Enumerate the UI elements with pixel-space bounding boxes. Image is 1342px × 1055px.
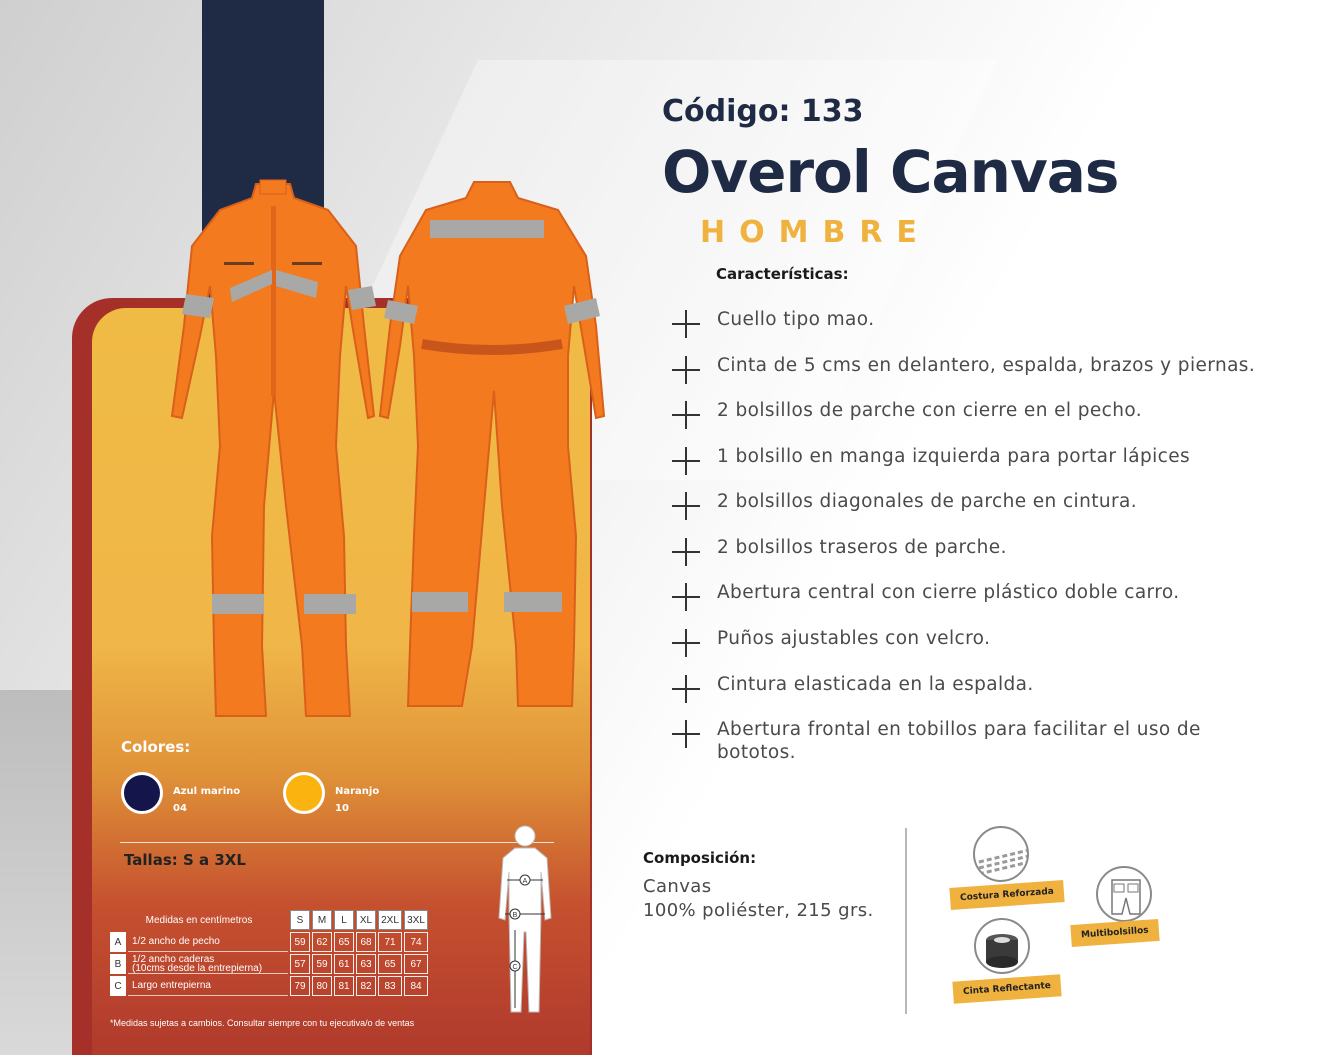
plus-icon — [672, 629, 700, 657]
table-cell: 79 — [290, 976, 310, 996]
list-item — [672, 354, 1255, 377]
figure-label-c: C — [512, 964, 518, 971]
list-item — [672, 490, 1137, 513]
table-caption: Medidas en centímetros — [145, 914, 253, 926]
features-title: Características: — [716, 265, 849, 283]
table-cell: 59 — [290, 932, 310, 952]
composition-divider — [905, 828, 907, 1014]
size-header: L — [334, 910, 354, 930]
list-item — [672, 445, 1190, 468]
table-row — [110, 932, 428, 952]
plus-icon — [672, 583, 700, 611]
list-item — [672, 673, 1034, 696]
product-code: Código: 133 — [662, 94, 864, 129]
feature-text: 2 bolsillos traseros de parche. — [717, 537, 1007, 558]
plus-icon — [672, 310, 700, 338]
feature-text: Cuello tipo mao. — [717, 309, 875, 330]
table-cell: 80 — [312, 976, 332, 996]
sizes-note: *Medidas sujetas a cambios. Consultar siempre con tu ejecutivа/o de ventas — [110, 1018, 415, 1028]
plus-icon — [672, 492, 700, 520]
feature-text: Abertura central con cierre plástico doble carro. — [717, 582, 1180, 603]
feature-text: 1 bolsillo en manga izquierda para portar lápices — [717, 446, 1191, 467]
table-row — [110, 954, 428, 974]
table-cell: 63 — [356, 954, 376, 974]
list-item — [672, 581, 1180, 604]
color-label-orange — [335, 783, 379, 817]
table-cell: 57 — [290, 954, 310, 974]
table-cell: 84 — [404, 976, 428, 996]
table-cell: 67 — [404, 954, 428, 974]
plus-icon — [672, 401, 700, 429]
feature-text: 2 bolsillos de parche con cierre en el pecho. — [717, 400, 1143, 421]
row-label: Largo entrepierna — [128, 976, 288, 996]
color-code: 04 — [173, 803, 187, 814]
feature-text: Cintura elasticada en la espalda. — [717, 674, 1034, 695]
table-cell: 83 — [378, 976, 402, 996]
plus-icon — [672, 538, 700, 566]
sizes-title: Tallas: S a 3XL — [124, 851, 246, 869]
list-item — [672, 536, 1007, 559]
pockets-icon — [1096, 866, 1152, 922]
table-cell: 81 — [334, 976, 354, 996]
badge-seam-label: Costura Reforzada — [949, 880, 1064, 910]
table-cell: 71 — [378, 932, 402, 952]
composition-detail: 100% poliéster, 215 grs. — [643, 900, 874, 921]
feature-text: Abertura frontal en tobillos para facilitar el uso de bototos. — [717, 719, 1201, 763]
plus-icon — [672, 447, 700, 475]
table-cell: 68 — [356, 932, 376, 952]
color-swatch-orange — [283, 772, 325, 814]
row-label — [128, 954, 288, 974]
size-header: 2XL — [378, 910, 402, 930]
row-key: A — [110, 932, 126, 952]
size-header: M — [312, 910, 332, 930]
figure-label-b: B — [512, 912, 518, 919]
badge-tape-label: Cinta Reflectante — [952, 974, 1061, 1003]
reflective-tape-icon — [974, 918, 1030, 974]
composition-material: Canvas — [643, 876, 712, 897]
product-title: Overol Canvas — [662, 138, 1119, 206]
feature-text: Puños ajustables con velcro. — [717, 628, 991, 649]
table-cell: 61 — [334, 954, 354, 974]
size-table — [108, 908, 430, 998]
color-code: 10 — [335, 803, 349, 814]
seam-icon — [973, 826, 1029, 882]
color-label-navy — [173, 783, 240, 817]
feature-text: 2 bolsillos diagonales de parche en cintura. — [717, 491, 1138, 512]
size-header: XL — [356, 910, 376, 930]
colors-title: Colores: — [121, 738, 191, 756]
color-name: Naranjo — [335, 786, 380, 797]
plus-icon — [672, 675, 700, 703]
body-measure-figure — [485, 822, 565, 1018]
table-cell: 82 — [356, 976, 376, 996]
list-item — [672, 718, 1252, 764]
table-cell: 59 — [312, 954, 332, 974]
list-item — [672, 627, 990, 650]
feature-text: Cinta de 5 cms en delantero, espalda, brazos y piernas. — [717, 355, 1256, 376]
badge-pockets-label: Multibolsillos — [1070, 919, 1159, 947]
row-label-line1: 1/2 ancho caderas — [132, 953, 215, 965]
list-item — [672, 308, 874, 331]
color-name: Azul marino — [173, 786, 241, 797]
table-cell: 74 — [404, 932, 428, 952]
product-gender: HOMBRE — [700, 215, 931, 250]
size-table-header-row — [110, 910, 428, 930]
row-label-line2: (10cms desde la entrepierna) — [132, 962, 263, 974]
plus-icon — [672, 720, 700, 748]
color-swatch-navy — [121, 772, 163, 814]
list-item — [672, 399, 1142, 422]
table-cell: 62 — [312, 932, 332, 952]
table-cell: 65 — [334, 932, 354, 952]
table-cell: 65 — [378, 954, 402, 974]
row-key: C — [110, 976, 126, 996]
size-header: 3XL — [404, 910, 428, 930]
overall-front-image — [168, 176, 378, 721]
composition-title: Composición: — [643, 849, 757, 867]
row-label: 1/2 ancho de pecho — [128, 932, 288, 952]
plus-icon — [672, 356, 700, 384]
overall-back-image — [378, 176, 606, 721]
figure-label-a: A — [522, 878, 528, 885]
row-key: B — [110, 954, 126, 974]
size-header: S — [290, 910, 310, 930]
table-row — [110, 976, 428, 996]
